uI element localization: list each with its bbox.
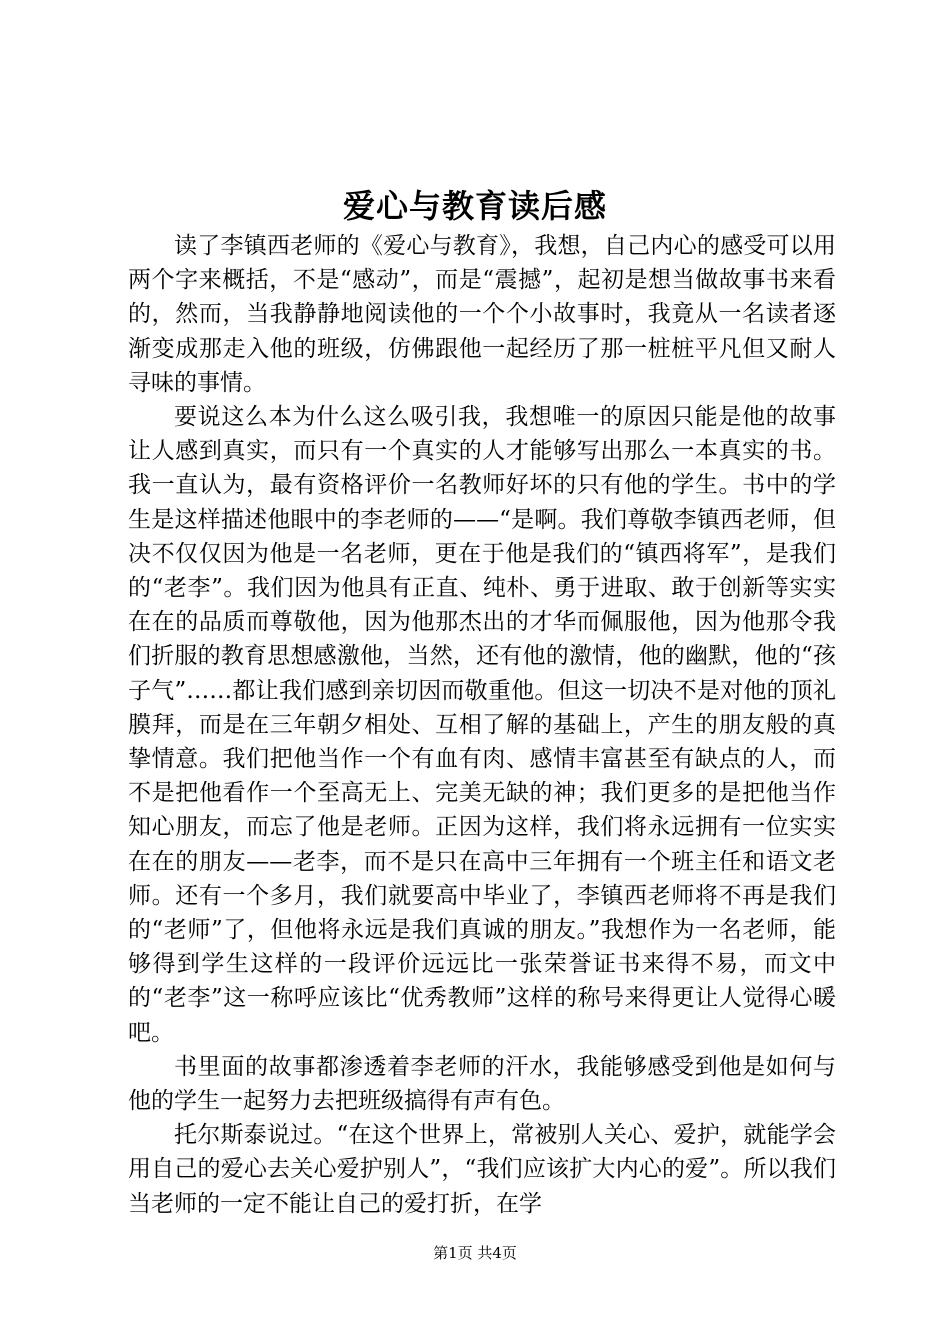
paragraph: 托尔斯泰说过。“在这个世界上，常被别人关心、爱护，就能学会用自己的爱心去关心爱护别人”，“我们应该扩大内心的爱”。所以我们当老师的一定不能让自己的爱打折，在学 [128,1122,836,1217]
document-body [128,229,836,1221]
paragraph: 读了李镇西老师的《爱心与教育》，我想，自己内心的感受可以用两个字来概括，不是“感动”，而是“震撼”，起初是想当做故事书来看的，然而，当我静静地阅读他的一个个小故事时，我竟从一名读者逐渐变成那走入他的班级，仿佛跟他一起经历了那一桩桩平凡但又耐人寻味的事情。 [128,233,836,396]
paragraph: 书里面的故事都渗透着李老师的汗水，我能够感受到他是如何与他的学生一起努力去把班级搞得有声有色。 [128,1053,836,1115]
page-footer: 第1页 共4页 [433,1244,517,1262]
document-title: 爱心与教育读后感 [342,187,607,225]
paragraph: 要说这么本为什么这么吸引我，我想唯一的原因只能是他的故事让人感到真实，而只有一个真实的人才能够写出那么一本真实的书。我一直认为，最有资格评价一名教师好坏的只有他的学生。书中的学生是这样描述他眼中的李老师的——“是啊。我们尊敬李镇西老师，但决不仅仅因为他是一名老师，更在于他是我们的“镇西将军”，是我们的“老李”。我们因为他具有正直、纯朴、勇于进取、敢于创新等实实在在的品质而尊敬他，因为他那杰出的才华而佩服他，因为他那令我们折服的教育思想感激他，当然，还有他的激情，他的幽默，他的“孩子气”……都让我们感到亲切因而敬重他。但这一切决不是对他的顶礼膜拜，而是在三年朝夕相处、互相了解的基础上，产生的朋友般的真挚情意。我们把他当作一个有血有肉、感情丰富甚至有缺点的人，而不是把他看作一个至高无上、完美无缺的神；我们更多的是把他当作知心朋友，而忘了他是老师。正因为这样，我们将永远拥有一位实实在在的朋友——老李，而不是只在高中三年拥有一个班主任和语文老师。还有一个多月，我们就要高中毕业了，李镇西老师将不再是我们的“老师”了，但他将永远是我们真诚的朋友。”我想作为一名老师，能够得到学生这样的一段评价远远比一张荣誉证书来得不易，而文中的“老李”这一称呼应该比“优秀教师”这样的称号来得更让人觉得心暖吧。 [128,404,836,1046]
